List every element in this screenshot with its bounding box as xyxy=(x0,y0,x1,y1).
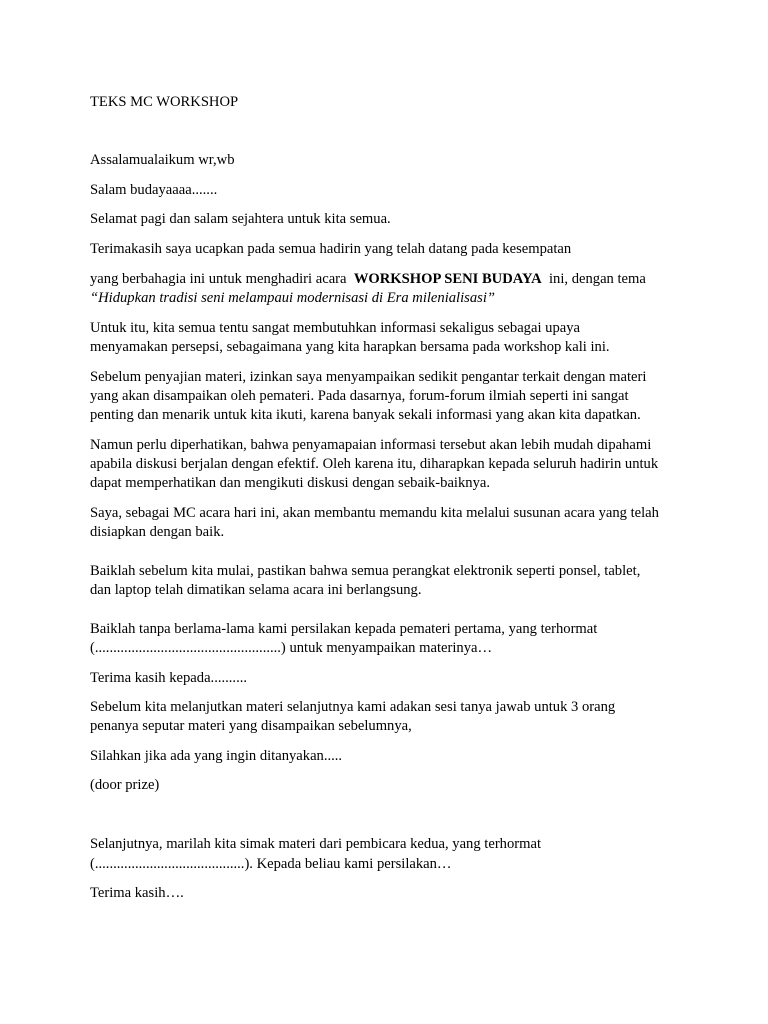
greeting-line: Assalamualaikum wr,wb xyxy=(90,152,235,168)
thanks-line-2-after: ini, dengan tema xyxy=(541,271,646,287)
paragraph-untuk-itu-line-2: menyamakan persepsi, sebagaimana yang kita harapkan bersama pada workshop kali ini. xyxy=(90,339,610,355)
paragraph-selanjutnya-line-1: Selanjutnya, marilah kita simak materi dari pembicara kedua, yang terhormat xyxy=(90,836,542,852)
paragraph-sebelum-penyajian-line-3: penting dan menarik untuk kita ikuti, karena banyak sekali informasi yang akan kita dapatkan. xyxy=(90,407,641,423)
paragraph-selanjutnya-line-2: (.........................................). Kepada beliau kami persilakan… xyxy=(90,856,452,872)
terima-kasih-kepada-line: Terima kasih kepada.......... xyxy=(90,670,248,686)
event-name: WORKSHOP SENI BUDAYA xyxy=(353,271,542,287)
paragraph-untuk-itu-line-1: Untuk itu, kita semua tentu sangat membutuhkan informasi sekaligus sebagai upaya xyxy=(90,320,580,336)
document-title: TEKS MC WORKSHOP xyxy=(90,94,239,110)
paragraph-sebelum-penyajian-line-1: Sebelum penyajian materi, izinkan saya menyampaikan sedikit pengantar terkait dengan materi xyxy=(90,369,647,385)
paragraph-baiklah-mulai-line-2: dan laptop telah dimatikan selama acara ini berlangsung. xyxy=(90,582,422,598)
selamat-pagi-line: Selamat pagi dan salam sejahtera untuk kita semua. xyxy=(90,211,391,227)
thanks-line-2 xyxy=(90,270,646,290)
paragraph-namun-line-2: apabila diskusi berjalan dengan efektif. Oleh karena itu, diharapkan kepada seluruh hadirin untuk xyxy=(90,456,659,472)
paragraph-sesi-tanya-line-1: Sebelum kita melanjutkan materi selanjutnya kami adakan sesi tanya jawab untuk 3 orang xyxy=(90,699,616,715)
paragraph-baiklah-pemateri-line-1: Baiklah tanpa berlama-lama kami persilakan kepada pemateri pertama, yang terhormat xyxy=(90,621,598,637)
salam-budaya-line: Salam budayaaaa....... xyxy=(90,182,218,198)
paragraph-baiklah-pemateri-line-2: (...................................................) untuk menyampaikan materinya… xyxy=(90,640,493,656)
paragraph-baiklah-mulai-line-1: Baiklah sebelum kita mulai, pastikan bahwa semua perangkat elektronik seperti ponsel, tablet, xyxy=(90,563,641,579)
paragraph-namun-line-3: dapat memperhatikan dan mengikuti diskusi dengan sebaik-baiknya. xyxy=(90,475,491,491)
paragraph-saya-line-1: Saya, sebagai MC acara hari ini, akan membantu memandu kita melalui susunan acara yang telah xyxy=(90,505,659,521)
paragraph-sesi-tanya-line-2: penanya seputar materi yang disampaikan sebelumnya, xyxy=(90,718,412,734)
thanks-line-1: Terimakasih saya ucapkan pada semua hadirin yang telah datang pada kesempatan xyxy=(90,241,572,257)
door-prize-line: (door prize) xyxy=(90,777,160,793)
paragraph-namun-line-1: Namun perlu diperhatikan, bahwa penyamapaian informasi tersebut akan lebih mudah dipahami xyxy=(90,437,652,453)
workshop-theme: “Hidupkan tradisi seni melampaui modernisasi di Era milenialisasi” xyxy=(90,290,495,306)
terima-kasih-akhir-line: Terima kasih…. xyxy=(90,885,184,901)
paragraph-saya-line-2: disiapkan dengan baik. xyxy=(90,524,225,540)
paragraph-sebelum-penyajian-line-2: yang akan disampaikan oleh pemateri. Pada dasarnya, forum-forum ilmiah seperti ini sangat xyxy=(90,388,629,404)
silahkan-line: Silahkan jika ada yang ingin ditanyakan..... xyxy=(90,748,343,764)
thanks-line-2-before: yang berbahagia ini untuk menghadiri acara xyxy=(90,271,354,287)
